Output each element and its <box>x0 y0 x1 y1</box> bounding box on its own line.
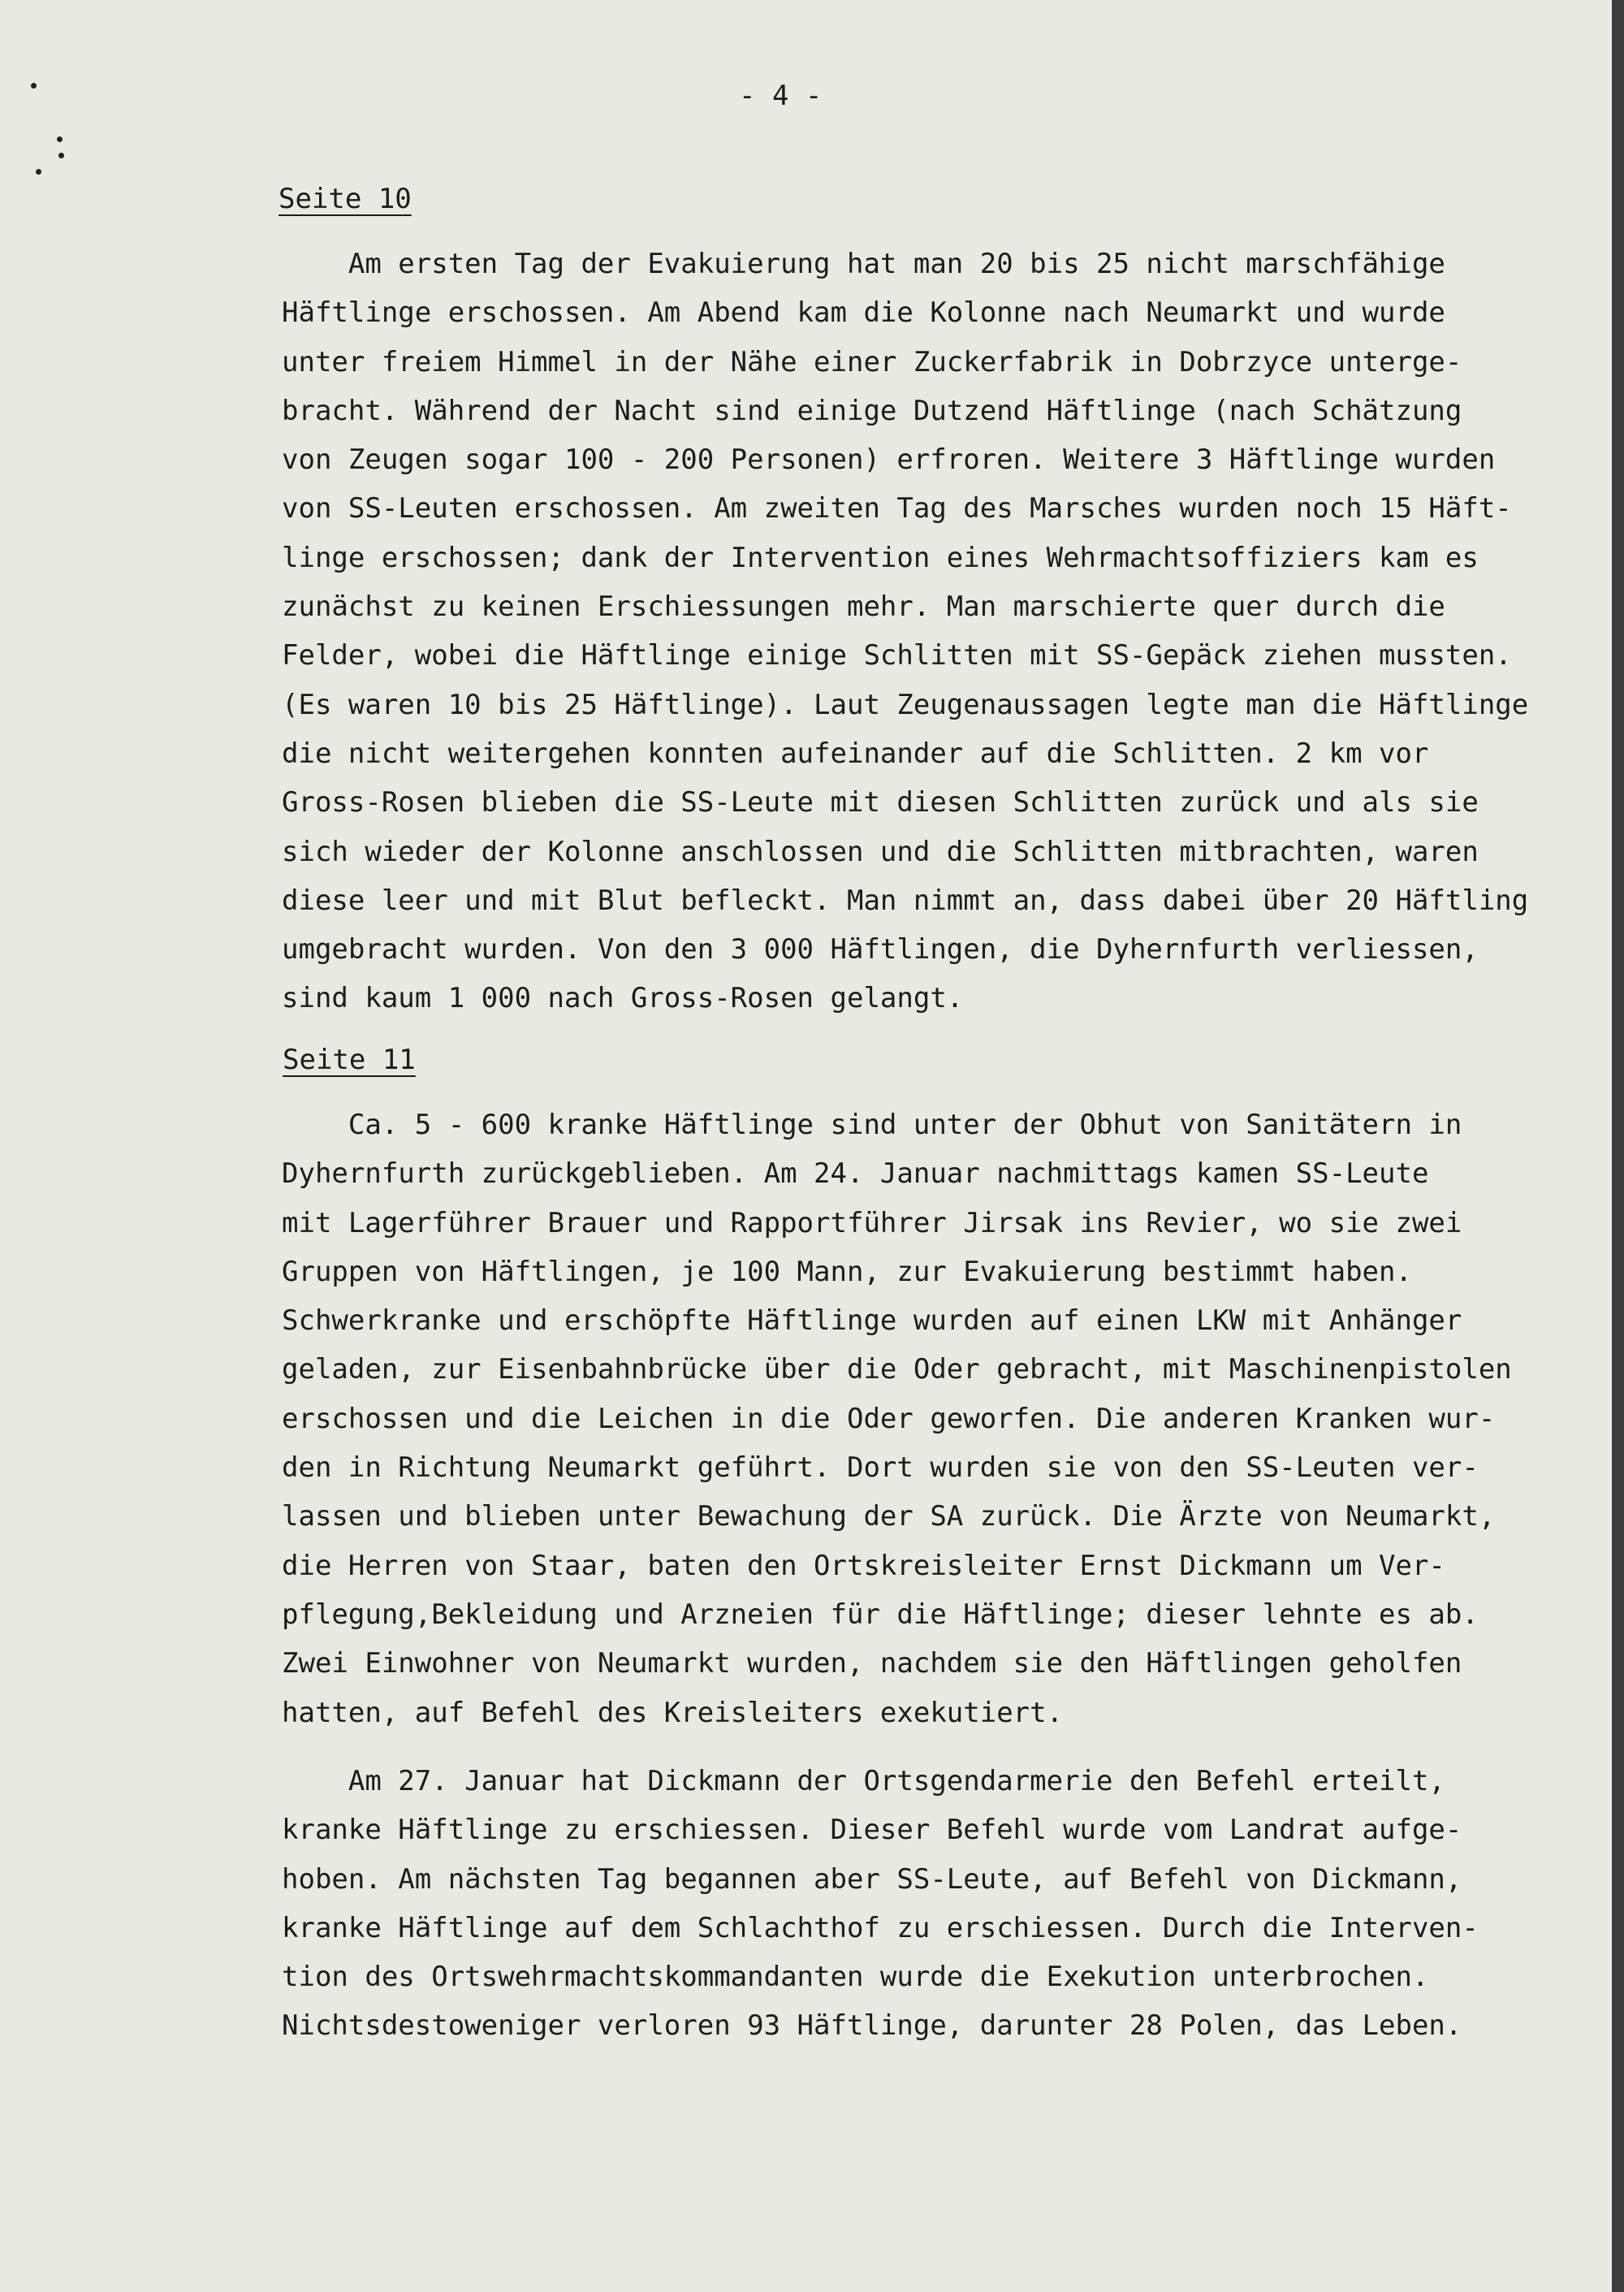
text-line: Gruppen von Häftlingen, je 100 Mann, zur Evakuierung bestimmt haben. <box>282 1255 1412 1288</box>
text-line: tion des Ortswehrmachtskommandanten wurde die Exekution unterbrochen. <box>282 1961 1429 1994</box>
text-line: die nicht weitergehen konnten aufeinander auf die Schlitten. 2 km vor <box>282 737 1429 770</box>
text-line: linge erschossen; dank der Intervention eines Wehrmachtsoffiziers kam es <box>282 541 1479 574</box>
section-heading-seite-11: Seite 11 <box>283 1044 416 1076</box>
text-line: Zwei Einwohner von Neumarkt wurden, nachdem sie den Häftlingen geholfen <box>282 1647 1462 1680</box>
text-line: zunächst zu keinen Erschiessungen mehr. Man marschierte quer durch die <box>282 590 1445 624</box>
text-line: pflegung,Bekleidung und Arzneien für die Häftlinge; dieser lehnte es ab. <box>282 1598 1479 1631</box>
text-line: bracht. Während der Nacht sind einige Dutzend Häftlinge (nach Schätzung <box>282 394 1462 427</box>
text-line: hatten, auf Befehl des Kreisleiters exekutiert. <box>282 1696 1064 1729</box>
text-line: die Herren von Staar, baten den Ortskreisleiter Ernst Dickmann um Ver- <box>282 1549 1445 1582</box>
text-line: Nichtsdestoweniger verloren 93 Häftlinge, darunter 28 Polen, das Leben. <box>282 2009 1462 2043</box>
text-line: Felder, wobei die Häftlinge einige Schlitten mit SS-Gepäck ziehen mussten. <box>282 639 1512 672</box>
paragraph-seite-10 <box>282 240 1528 1023</box>
text-line: erschossen und die Leichen in die Oder geworfen. Die anderen Kranken wur- <box>282 1402 1496 1435</box>
text-line: hoben. Am nächsten Tag begannen aber SS-Leute, auf Befehl von Dickmann, <box>282 1862 1462 1896</box>
punch-mark <box>57 136 63 142</box>
text-line: mit Lagerführer Brauer und Rapportführer Jirsak ins Revier, wo sie zwei <box>282 1206 1462 1239</box>
text-line: von SS-Leuten erschossen. Am zweiten Tag des Marsches wurden noch 15 Häft- <box>282 492 1512 525</box>
punch-mark <box>36 169 41 175</box>
text-line: sind kaum 1 000 nach Gross-Rosen gelangt. <box>282 982 964 1015</box>
text-line: Am ersten Tag der Evakuierung hat man 20 bis 25 nicht marschfähige <box>282 248 1445 280</box>
scan-edge <box>1612 0 1624 2292</box>
section-heading-seite-10: Seite 10 <box>279 183 412 215</box>
text-line: Schwerkranke und erschöpfte Häftlinge wurden auf einen LKW mit Anhänger <box>282 1304 1462 1338</box>
text-line: Ca. 5 - 600 kranke Häftlinge sind unter der Obhut von Sanitätern in <box>282 1109 1462 1141</box>
text-line: Am 27. Januar hat Dickmann der Ortsgendarmerie den Befehl erteilt, <box>282 1765 1445 1797</box>
text-line: kranke Häftlinge zu erschiessen. Dieser Befehl wurde vom Landrat aufge- <box>282 1814 1462 1847</box>
paragraph-seite-11-2 <box>282 1757 1479 2051</box>
text-line: geladen, zur Eisenbahnbrücke über die Oder gebracht, mit Maschinenpistolen <box>282 1353 1512 1386</box>
text-line: umgebracht wurden. Von den 3 000 Häftlingen, die Dyhernfurth verliessen, <box>282 933 1479 967</box>
text-line: von Zeugen sogar 100 - 200 Personen) erfroren. Weitere 3 Häftlinge wurden <box>282 443 1496 477</box>
text-line: unter freiem Himmel in der Nähe einer Zuckerfabrik in Dobrzyce unterge- <box>282 345 1462 378</box>
text-line: diese leer und mit Blut befleckt. Man nimmt an, dass dabei über 20 Häftling <box>282 884 1529 917</box>
text-line: Häftlinge erschossen. Am Abend kam die Kolonne nach Neumarkt und wurde <box>282 296 1445 330</box>
text-line: den in Richtung Neumarkt geführt. Dort wurden sie von den SS-Leuten ver- <box>282 1451 1479 1485</box>
text-line: Dyhernfurth zurückgeblieben. Am 24. Januar nachmittags kamen SS-Leute <box>282 1157 1429 1191</box>
text-line: lassen und blieben unter Bewachung der SA zurück. Die Ärzte von Neumarkt, <box>282 1500 1496 1533</box>
text-line: (Es waren 10 bis 25 Häftlinge). Laut Zeugenaussagen legte man die Häftlinge <box>282 688 1529 721</box>
punch-mark <box>58 153 64 158</box>
text-line: Gross-Rosen blieben die SS-Leute mit diesen Schlitten zurück und als sie <box>282 786 1479 819</box>
text-line: kranke Häftlinge auf dem Schlachthof zu erschiessen. Durch die Interven- <box>282 1911 1479 1944</box>
text-line: sich wieder der Kolonne anschlossen und die Schlitten mitbrachten, waren <box>282 835 1479 868</box>
page-number: - 4 - <box>739 80 823 112</box>
punch-mark <box>31 83 37 89</box>
paragraph-seite-11-1 <box>282 1101 1512 1737</box>
